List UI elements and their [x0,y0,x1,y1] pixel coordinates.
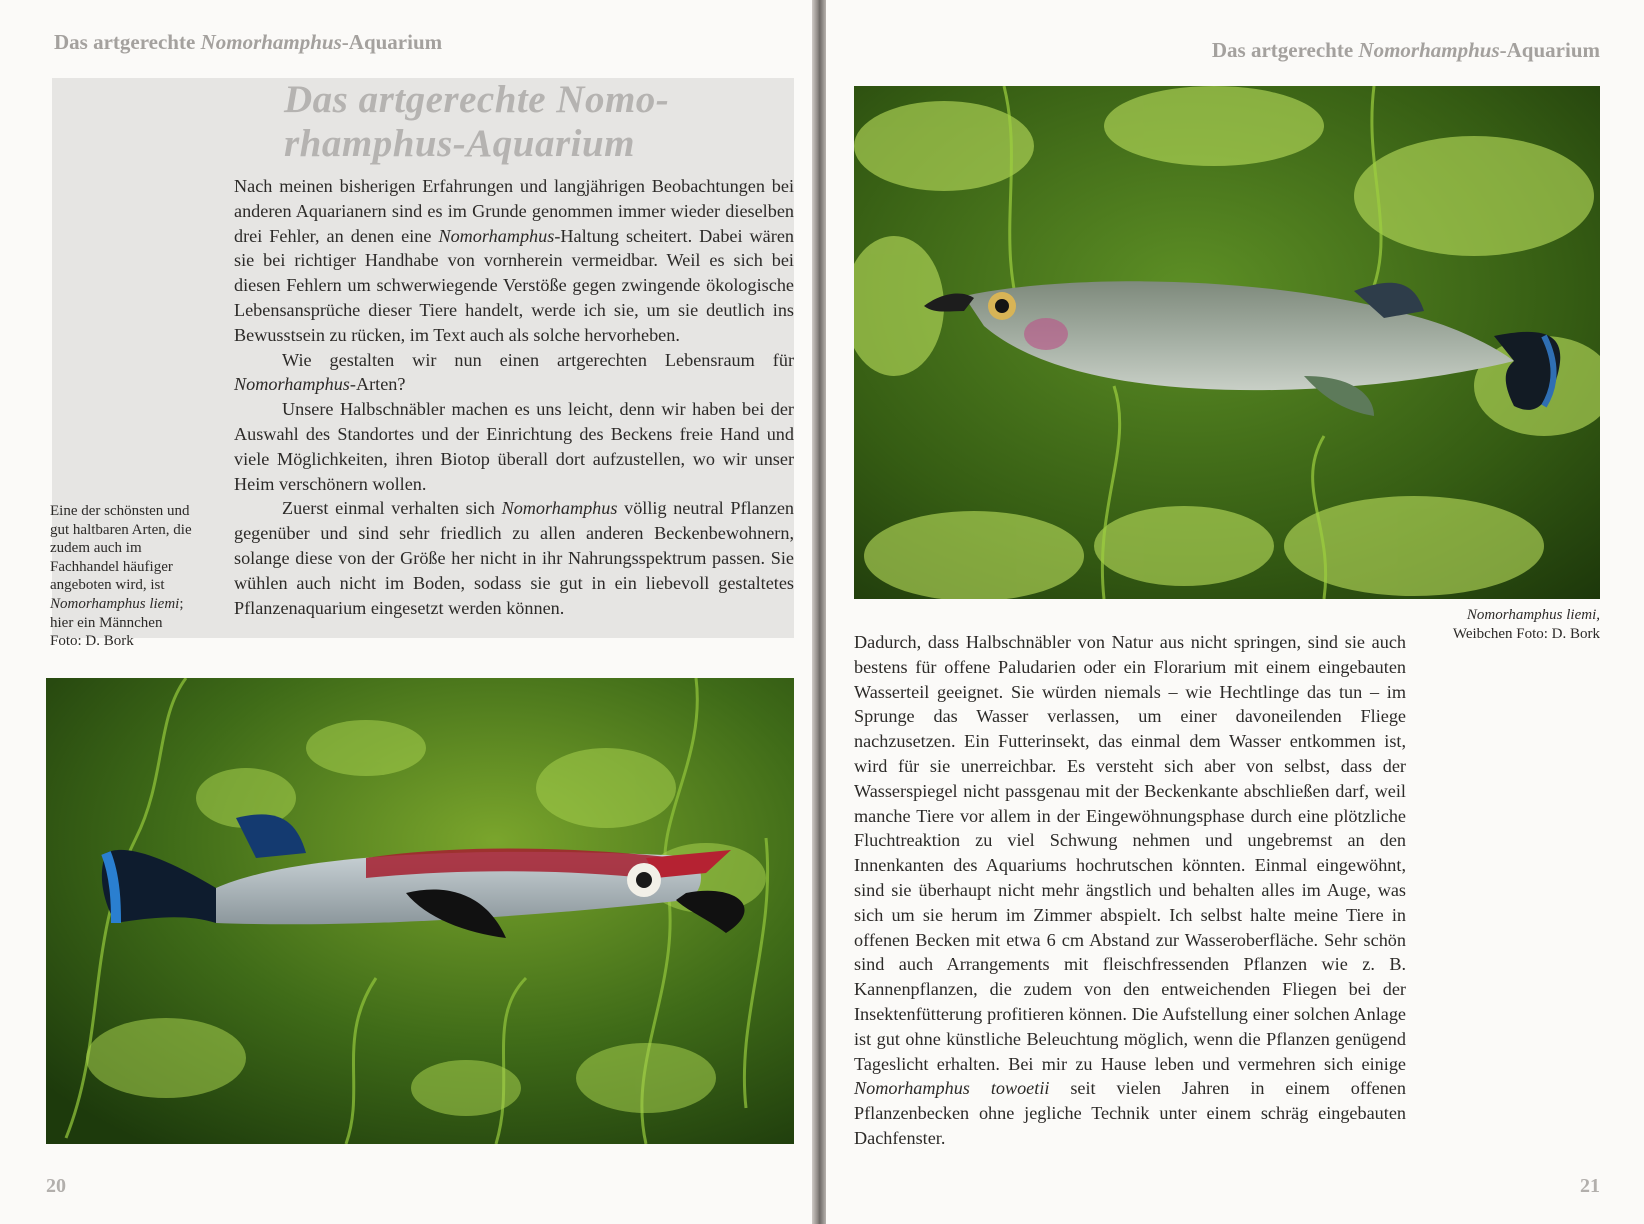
italic-run: Nomorhamphus [438,225,555,246]
paragraph [234,174,794,348]
running-head-left [54,30,442,55]
page-number-left: 20 [46,1175,66,1197]
caption-species: Nomorhamphus liemi [50,595,180,612]
running-head-suffix: -Aquarium [341,30,443,54]
left-page [0,0,812,1224]
page-number-right: 21 [1580,1175,1600,1197]
right-page [826,0,1644,1224]
fish-photo-female [854,86,1600,599]
italic-run: Nomorhamphus towoetii [854,1078,1050,1099]
caption-text: ; hier ein Männchen [50,595,184,631]
caption-text: Eine der schönsten und gut haltbaren Arten, die zudem auch im Fachhandel häufiger angeboten wird, ist [50,503,192,594]
text-run: seit vielen Jahren in einem offenen Pflanzenbecken ohne jegliche Technik unter einem schräg eingebauten Dachfenster. [854,1078,1406,1148]
running-head-text: Das artgerechte [1211,38,1359,62]
chapter-title [284,78,784,166]
running-head-text: Das artgerechte [54,30,201,54]
paragraph [234,397,794,496]
photo-credit: Foto: D. Bork [50,633,134,650]
fish-photo-male [46,678,794,1144]
text-run: Zuerst einmal verhalten sich [282,498,502,519]
text-run: -Haltung scheitert. Dabei wären sie bei richtiger Handhabe von vornherein vermeidbar. Weil es sich bei diesen Fehlern um schwerwiegende Verstöße gegen zwingende ökologische Lebensansprüche dieser Tiere handelt, werde ich sie, um sie deutlich ins Bewusstsein zu rücken, im Text auch als solche hervorheben. [234,225,794,345]
paragraph [234,348,794,398]
caption-species: Nomorhamphus liemi, [1466,607,1600,623]
photo-image [854,86,1600,599]
photo-caption-right [1420,606,1600,643]
running-head-italic: Nomorhamphus [1358,38,1500,62]
photo-caption-left [50,502,202,651]
photo-image [46,678,794,1144]
chapter-title-line-2: rhamphus-Aquarium [284,122,635,165]
running-head-italic: Nomorhamphus [200,30,342,54]
chapter-title-line-1: Das artgerechte Nomo- [284,78,670,121]
italic-run: Nomorhamphus [501,498,618,519]
body-text-right [854,630,1406,1151]
paragraph [234,496,794,620]
running-head-suffix: -Aquarium [1499,38,1600,62]
caption-text: Weibchen Foto: D. Bork [1452,625,1600,642]
paragraph [854,630,1406,1151]
text-run: Unsere Halbschnäbler machen es uns leicht, denn wir haben bei der Auswahl des Standortes und der Einrichtung des Beckens freie Hand und viele Möglichkeiten, ihren Biotop überall dort aufzustellen, wo wir unser Heim verschönern wollen. [234,399,794,494]
body-text-left [234,174,794,620]
text-run: Dadurch, dass Halbschnäbler von Natur aus nicht springen, sind sie auch bestens für offene Paludarien oder ein Florarium mit einem eingebauten Wasserteil geeignet. Sie würden niemals – wie Hechtlinge das tun – im Sprunge das Wasser verlassen, um einer davoneilenden Fliege nachzusetzen. Ein Futterinsekt, das einmal dem Wasser entkommen ist, wird für sie unerreichbar. Es versteht sich aber von selbst, dass der Wasserspiegel nicht passgenau mit der Beckenkante abschließen darf, weil manche Tiere vor allem in der Eingewöhnungsphase durch eine plötzliche Fluchtreaktion zu viel Schwung nehmen und ungebremst an den Innenkanten des Aquariums hochrutschen könnten. Einmal eingewöhnt, sind sie überhaupt nicht mehr ängstlich und behalten alles im Auge, was sich um sie herum im Zimmer abspielt. Ich selbst halte meine Tiere in offenen Becken mit etwa 6 cm Abstand zur Wasseroberfläche. Sehr schön sind auch Arrangements mit fleischfressenden Pflanzen wie z. B. Kannenpflanzen, die zudem von den entweichenden Fliegen bei der Insektenfütterung profitieren können. Die Aufstellung einer solchen Anlage ist gut ohne künstliche Beleuchtung möglich, wenn die Pflanzen genügend Tageslicht erhalten. Bei mir zu Hause leben und vermehren sich einige [854,632,1406,1074]
text-run: völlig neutral Pflanzen gegenüber und sind sehr friedlich zu allen anderen Beckenbewohnern, solange diese von der Größe her nicht in ihr Nahrungsspektrum passen. Sie wühlen auch nicht im Boden, sodass sie gut in ein liebevoll gestaltetes Pflanzenaquarium eingesetzt werden können. [234,498,794,618]
text-run: Nach meinen bisherigen Erfahrungen und langjährigen Beobachtungen bei anderen Aquarianern sind es im Grunde genommen immer wieder dieselben drei Fehler, an denen eine [234,176,794,246]
italic-run: Nomorhamphus [234,374,350,395]
text-run: Wie gestalten wir nun einen artgerechten Lebensraum für [282,349,794,370]
running-head-right [1212,38,1600,63]
book-gutter [812,0,826,1224]
text-run: -Arten? [349,374,406,395]
